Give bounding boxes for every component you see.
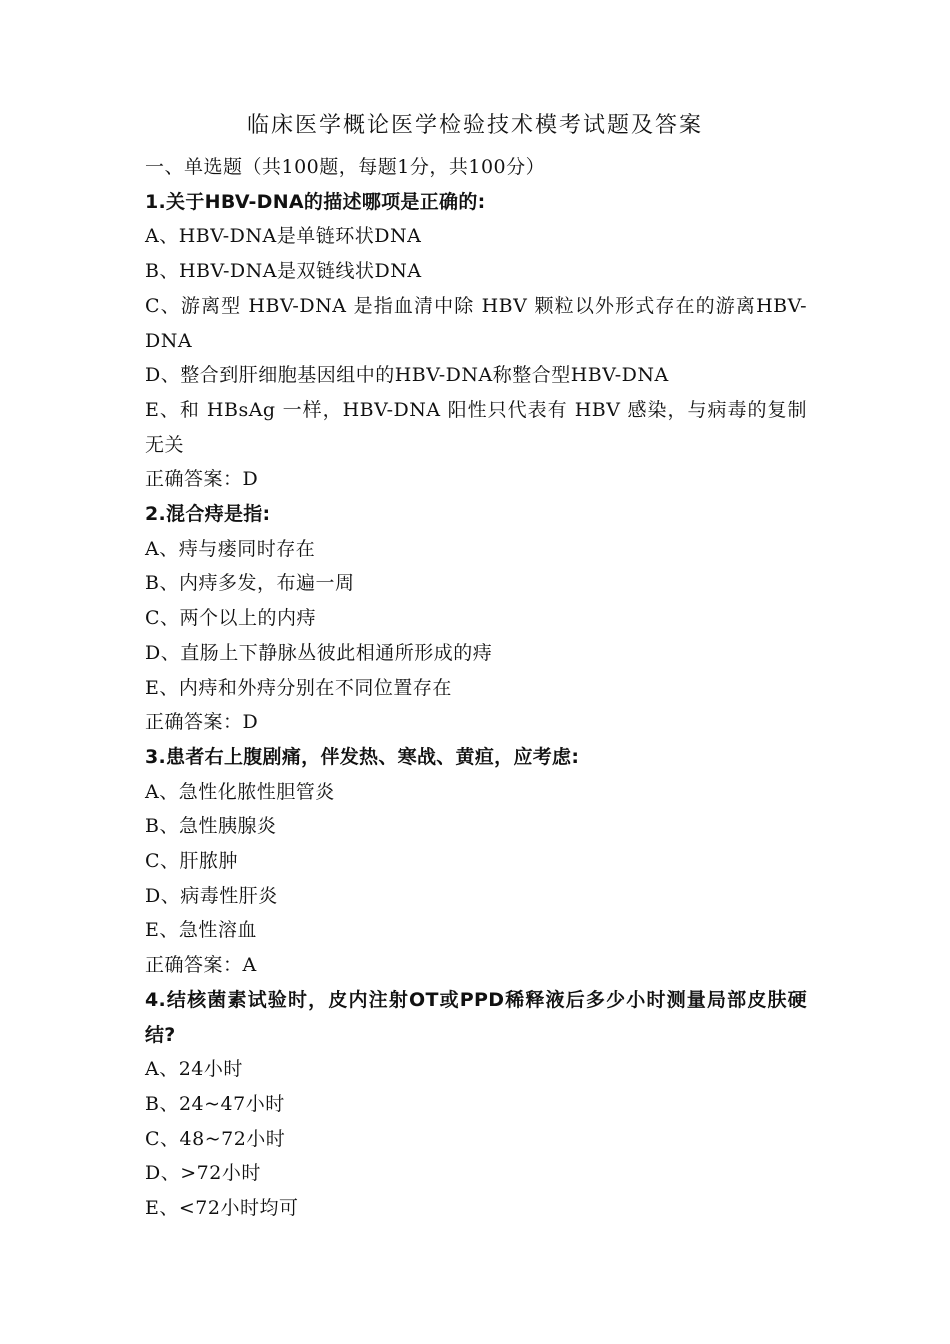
option-e: E、<72小时均可 [145, 1197, 299, 1220]
option-a: A、24小时 [145, 1058, 243, 1081]
question-stem: 3.患者右上腹剧痛，伴发热、寒战、黄疸，应考虑: [145, 745, 580, 768]
option-b: B、HBV-DNA是双链线状DNA [145, 260, 422, 283]
option-c: C、48~72小时 [145, 1127, 286, 1150]
document-body [145, 150, 807, 1226]
question-3 [145, 740, 807, 983]
document-title: 临床医学概论医学检验技术模考试题及答案 [246, 113, 703, 138]
option-d: D、>72小时 [145, 1162, 261, 1185]
question-stem: 1.关于HBV-DNA的描述哪项是正确的: [145, 190, 486, 213]
section-heading: 一、单选题（共100题，每题1分，共100分） [145, 156, 546, 178]
question-stem: 2.混合痔是指: [145, 503, 271, 526]
option-c: C、两个以上的内痔 [145, 607, 317, 630]
correct-answer: 正确答案：D [145, 711, 259, 734]
question-4 [145, 983, 807, 1226]
option-d: D、整合到肝细胞基因组中的HBV-DNA称整合型HBV-DNA [145, 364, 669, 387]
option-a: A、痔与瘘同时存在 [145, 537, 316, 560]
question-2 [145, 497, 807, 740]
option-b: B、内痔多发，布遍一周 [145, 572, 355, 595]
question-1 [145, 185, 807, 497]
option-c: C、肝脓肿 [145, 850, 239, 873]
option-b: B、24~47小时 [145, 1092, 285, 1115]
question-stem: 4.结核菌素试验时，皮内注射OT或PPD稀释液后多少小时测量局部皮肤硬结? [145, 988, 807, 1046]
option-a: A、HBV-DNA是单链环状DNA [145, 225, 422, 248]
option-d: D、直肠上下静脉丛彼此相通所形成的痔 [145, 641, 493, 664]
option-b: B、急性胰腺炎 [145, 815, 277, 838]
option-a: A、急性化脓性胆管炎 [145, 780, 335, 803]
correct-answer: 正确答案：D [145, 468, 259, 491]
option-e: E、内痔和外痔分别在不同位置存在 [145, 676, 452, 699]
option-e: E、急性溶血 [145, 919, 257, 942]
option-d: D、病毒性肝炎 [145, 884, 278, 907]
correct-answer: 正确答案：A [145, 954, 257, 977]
option-e: E、和 HBsAg 一样，HBV-DNA 阳性只代表有 HBV 感染，与病毒的复制无关 [145, 398, 807, 456]
option-c: C、游离型 HBV-DNA 是指血清中除 HBV 颗粒以外形式存在的游离HBV-DNA [145, 294, 807, 352]
